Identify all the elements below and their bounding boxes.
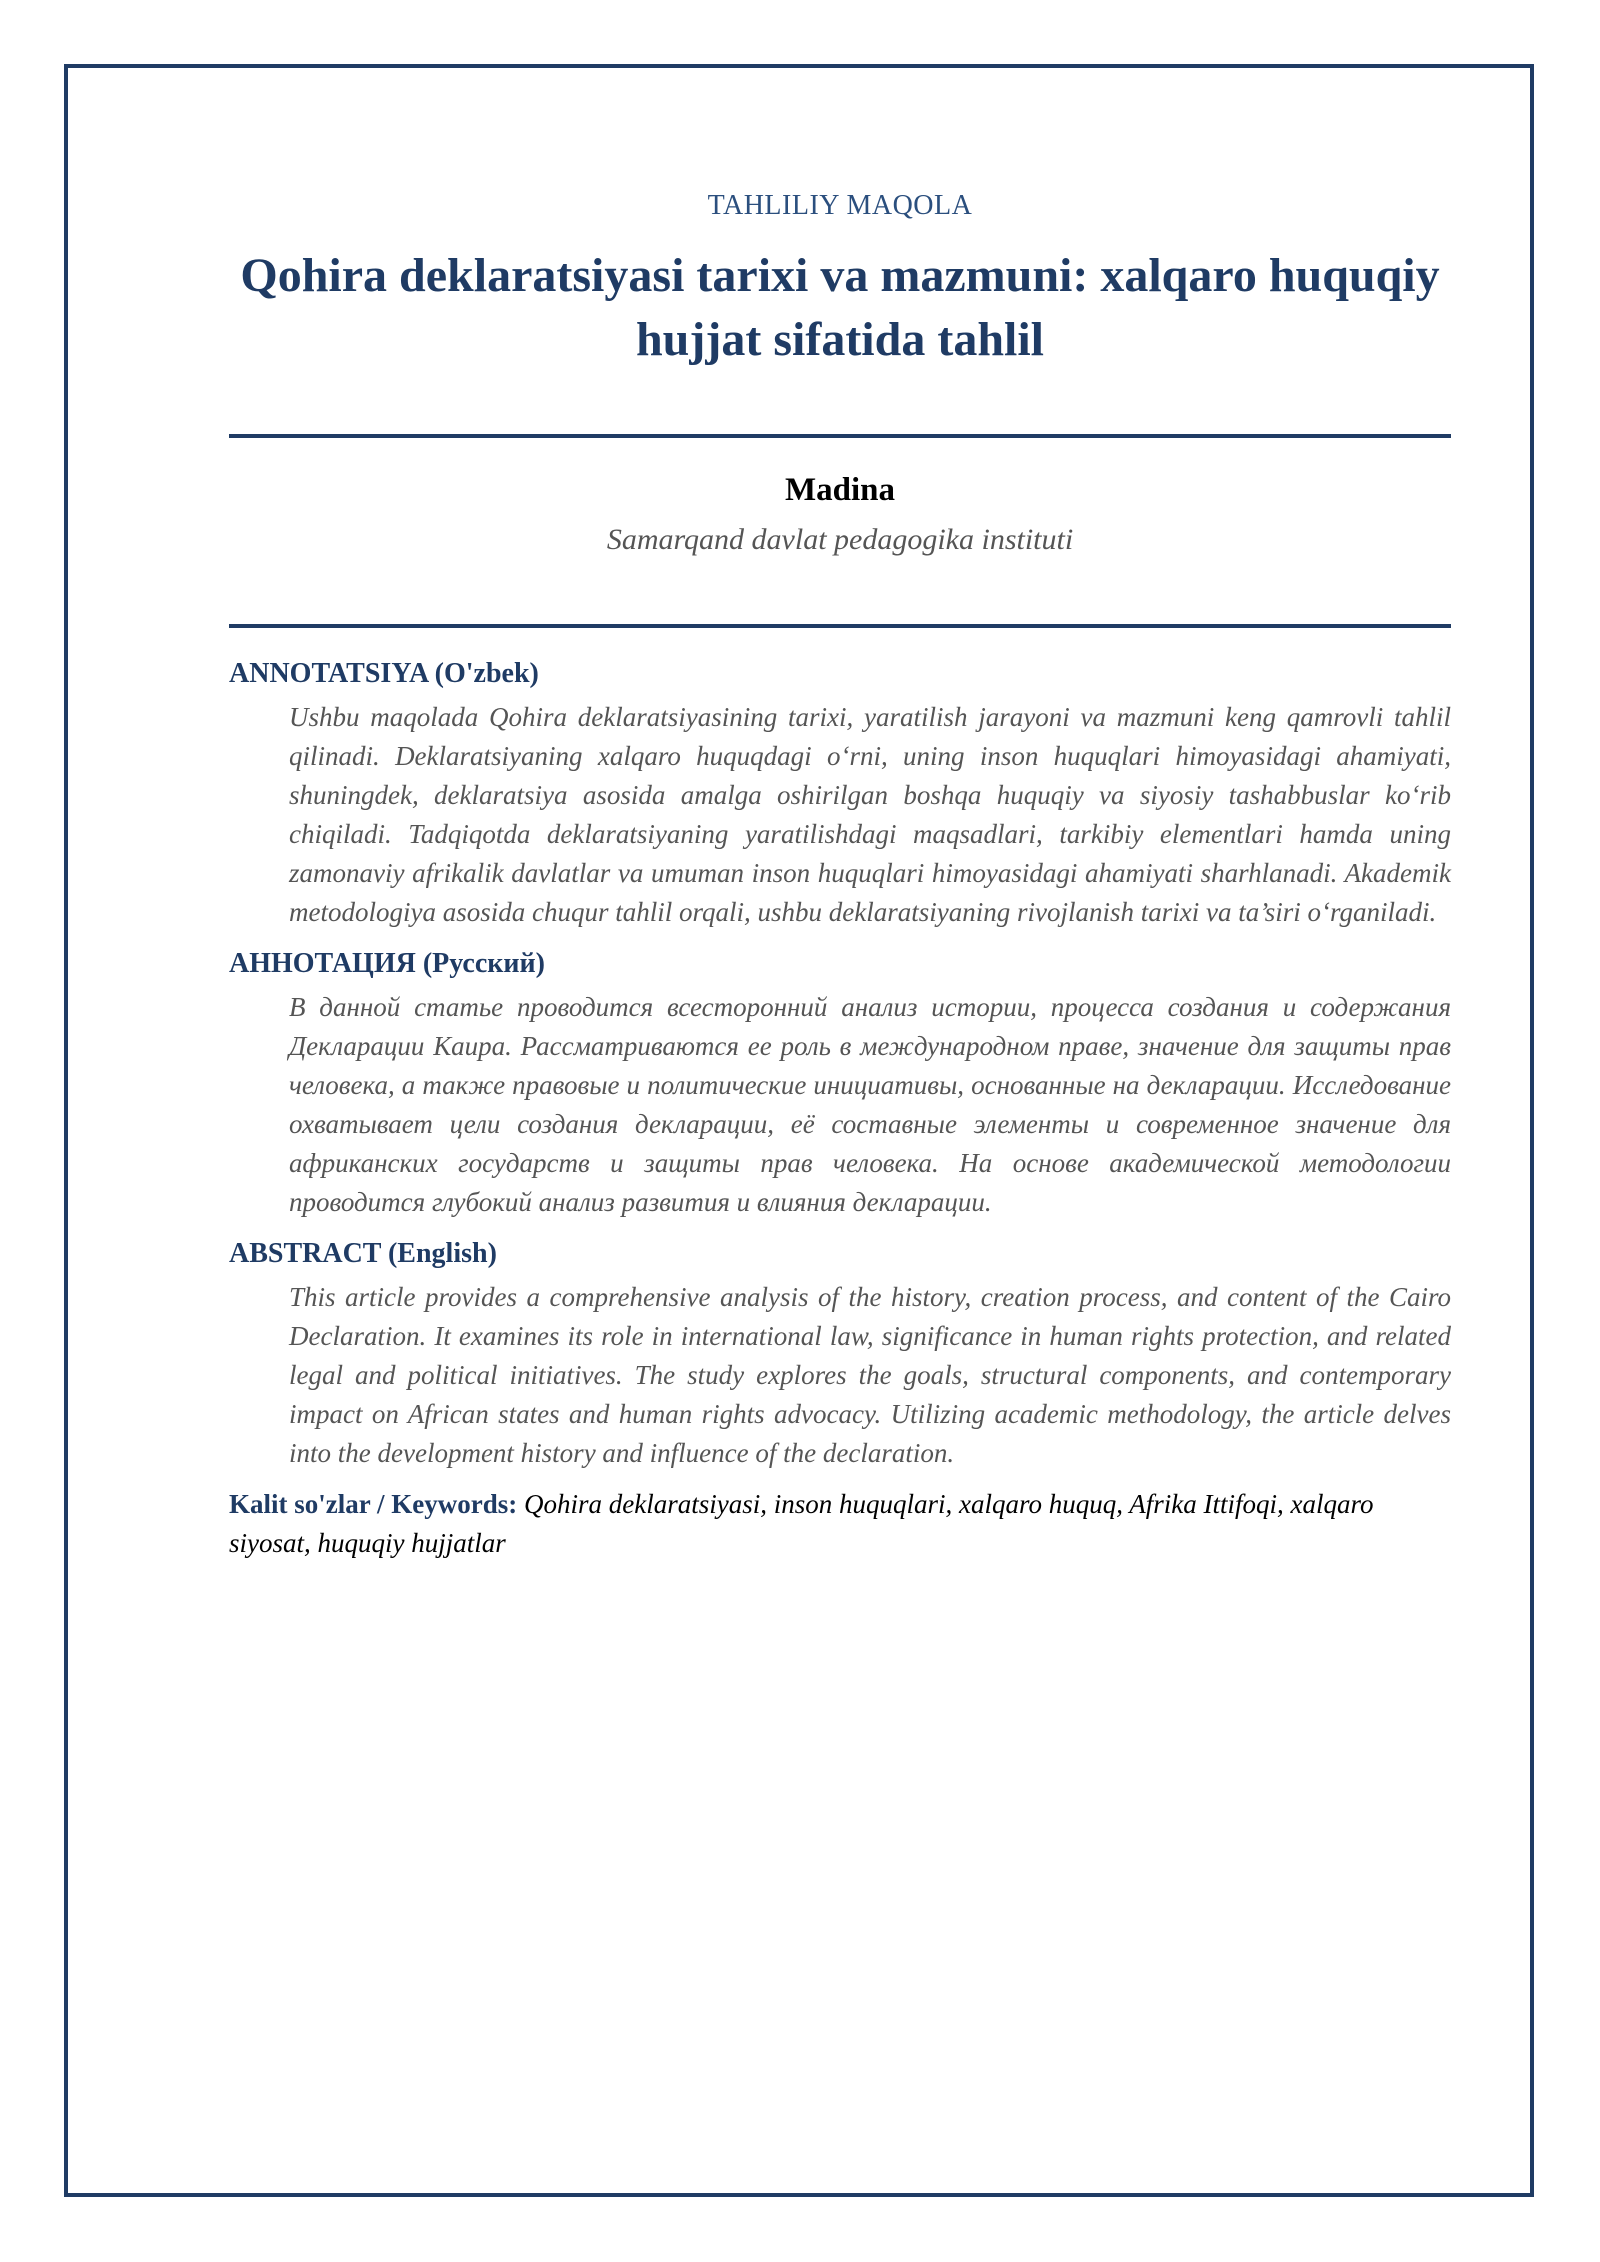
abstract-text-russian: В данной статье проводится всесторонний анализ истории, процесса создания и содержания Декларации Каира. Рассматриваются ее роль в международном праве, значение для защиты прав человека, а также правовые и политические инициативы, основанные на декларации. Исследование охватывает цели создания декларации, её составные элементы и современное значение для африканских государств и защиты прав человека. На основе академической методологии проводится глубокий анализ развития и влияния декларации. bbox=[289, 992, 1451, 1217]
abstract-text-uzbek: Ushbu maqolada Qohira deklaratsiyasining tarixi, yaratilish jarayoni va mazmuni keng qamrovli tahlil qilinadi. Deklaratsiyaning xalqaro huquqdagi o‘rni, uning inson huquqlari himoyasidagi ahamiyati, shuningdek, deklaratsiya asosida amalga oshirilgan boshqa huquqiy va siyosiy tashabbuslar ko‘rib chiqiladi. Tadqiqotda deklaratsiyaning yaratilishdagi maqsadlari, tarkibiy elementlari hamda uning zamonaviy afrikalik davlatlar va umuman inson huquqlari himoyasidagi ahamiyati sharhlanadi. Akademik metodologiya asosida chuqur tahlil orqali, ushbu deklaratsiyaning rivojlanish tarixi va ta’siri o‘rganiladi. bbox=[289, 702, 1451, 927]
keywords-text: Qohira deklaratsiyasi, inson huquqlari, xalqaro huquq, Afrika Ittifoqi, xalqaro siyosat, huquqiy hujjatlar bbox=[229, 1489, 1374, 1558]
keywords-label: Kalit so'zlar / Keywords: bbox=[229, 1489, 518, 1519]
author-divider bbox=[229, 624, 1451, 628]
abstract-heading-english: ABSTRACT (English) bbox=[229, 1238, 497, 1269]
title-divider bbox=[229, 434, 1451, 438]
author-name: Madina bbox=[784, 472, 896, 508]
article-type-label: TAHLILIY MAQOLA bbox=[707, 190, 973, 221]
author-affiliation: Samarqand davlat pedagogika instituti bbox=[606, 523, 1074, 556]
keywords-line bbox=[229, 1485, 1451, 1563]
abstract-text-english: This article provides a comprehensive analysis of the history, creation process, and content of the Cairo Declaration. It examines its role in international law, significance in human rights protection, and related legal and political initiatives. The study explores the goals, structural components, and contemporary impact on African states and human rights advocacy. Utilizing academic methodology, the article delves into the development history and influence of the declaration. bbox=[289, 1282, 1451, 1468]
abstract-heading-russian: АННОТАЦИЯ (Русский) bbox=[229, 948, 545, 979]
article-content bbox=[229, 186, 1451, 1563]
article-title: Qohira deklaratsiyasi tarixi va mazmuni: xalqaro huquqiy hujjat sifatida tahlil bbox=[240, 249, 1440, 366]
abstract-heading-uzbek: ANNOTATSIYA (O'zbek) bbox=[229, 658, 539, 689]
